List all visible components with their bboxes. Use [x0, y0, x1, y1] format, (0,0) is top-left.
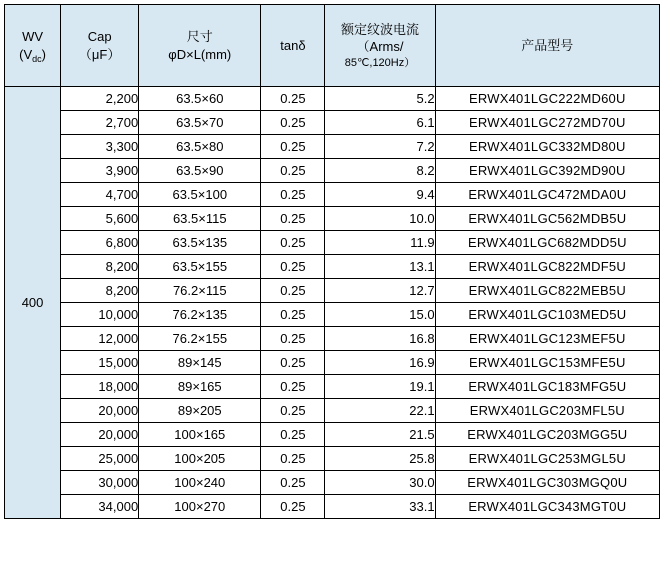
- table-row: [5, 159, 660, 183]
- capacitance-cell: 25,000: [61, 447, 139, 471]
- tan-delta-cell: 0.25: [261, 255, 325, 279]
- size-header-line1: 尺寸: [186, 28, 213, 44]
- ripple-current-cell: 15.0: [325, 303, 435, 327]
- table-row: [5, 279, 660, 303]
- tan-delta-cell: 0.25: [261, 159, 325, 183]
- dimensions-cell: 63.5×100: [139, 183, 261, 207]
- ripple-current-cell: 11.9: [325, 231, 435, 255]
- cap-header-line1: Cap: [87, 28, 112, 44]
- dimensions-cell: 100×165: [139, 423, 261, 447]
- working-voltage-cell: 400: [5, 87, 61, 519]
- capacitance-cell: 8,200: [61, 255, 139, 279]
- ripple-current-cell: 8.2: [325, 159, 435, 183]
- capacitance-cell: 15,000: [61, 351, 139, 375]
- part-number-cell: ERWX401LGC343MGT0U: [435, 495, 659, 519]
- dimensions-cell: 89×205: [139, 399, 261, 423]
- table-row: [5, 183, 660, 207]
- dimensions-cell: 89×145: [139, 351, 261, 375]
- part-number-cell: ERWX401LGC203MFL5U: [435, 399, 659, 423]
- wv-header-line2: $(V_{dc})$: [19, 46, 46, 64]
- dimensions-cell: 76.2×135: [139, 303, 261, 327]
- part-number-cell: ERWX401LGC682MDD5U: [435, 231, 659, 255]
- capacitance-cell: 6,800: [61, 231, 139, 255]
- ripple-current-cell: 5.2: [325, 87, 435, 111]
- table-row: [5, 303, 660, 327]
- capacitance-cell: 20,000: [61, 423, 139, 447]
- part-number-cell: ERWX401LGC123MEF5U: [435, 327, 659, 351]
- part-number-cell: ERWX401LGC103MED5U: [435, 303, 659, 327]
- part-header-line1: 产品型号: [521, 37, 574, 53]
- capacitance-cell: 4,700: [61, 183, 139, 207]
- tan-delta-cell: 0.25: [261, 135, 325, 159]
- table-row: [5, 87, 660, 111]
- dimensions-cell: 63.5×155: [139, 255, 261, 279]
- tan-delta-cell: 0.25: [261, 327, 325, 351]
- table-row: [5, 351, 660, 375]
- tan-delta-cell: 0.25: [261, 111, 325, 135]
- tan-delta-cell: 0.25: [261, 399, 325, 423]
- column-header-rated-ripple-current: [325, 5, 435, 87]
- capacitance-cell: 12,000: [61, 327, 139, 351]
- ripple-current-cell: 19.1: [325, 375, 435, 399]
- tan-delta-cell: 0.25: [261, 471, 325, 495]
- ripple-current-cell: 7.2: [325, 135, 435, 159]
- dimensions-cell: 63.5×80: [139, 135, 261, 159]
- dimensions-cell: 76.2×155: [139, 327, 261, 351]
- tan-delta-cell: 0.25: [261, 447, 325, 471]
- dimensions-cell: 63.5×90: [139, 159, 261, 183]
- dimensions-cell: 89×165: [139, 375, 261, 399]
- capacitance-cell: 8,200: [61, 279, 139, 303]
- ripple-current-cell: 22.1: [325, 399, 435, 423]
- table-row: [5, 255, 660, 279]
- dimensions-cell: 100×240: [139, 471, 261, 495]
- ripple-current-cell: 25.8: [325, 447, 435, 471]
- column-header-tan-delta: [261, 5, 325, 87]
- tan-delta-cell: 0.25: [261, 183, 325, 207]
- ripple-current-cell: 33.1: [325, 495, 435, 519]
- part-number-cell: ERWX401LGC153MFE5U: [435, 351, 659, 375]
- part-number-cell: ERWX401LGC822MEB5U: [435, 279, 659, 303]
- column-header-capacitance: [61, 5, 139, 87]
- part-number-cell: ERWX401LGC183MFG5U: [435, 375, 659, 399]
- dimensions-cell: 63.5×60: [139, 87, 261, 111]
- size-header-line2: φD×L(mm): [168, 46, 232, 62]
- capacitance-cell: 2,200: [61, 87, 139, 111]
- part-number-cell: ERWX401LGC332MD80U: [435, 135, 659, 159]
- table-row: [5, 495, 660, 519]
- ripple-header-line2: （Arms/: [356, 39, 404, 55]
- part-number-cell: ERWX401LGC303MGQ0U: [435, 471, 659, 495]
- capacitance-cell: 5,600: [61, 207, 139, 231]
- table-row: [5, 327, 660, 351]
- ripple-current-cell: 16.8: [325, 327, 435, 351]
- dimensions-cell: 100×205: [139, 447, 261, 471]
- ripple-current-cell: 12.7: [325, 279, 435, 303]
- part-number-cell: ERWX401LGC472MDA0U: [435, 183, 659, 207]
- table-row: [5, 111, 660, 135]
- table-row: [5, 423, 660, 447]
- capacitance-cell: 2,700: [61, 111, 139, 135]
- tan-delta-cell: 0.25: [261, 279, 325, 303]
- table-row: [5, 375, 660, 399]
- dimensions-cell: 100×270: [139, 495, 261, 519]
- tan-delta-cell: 0.25: [261, 87, 325, 111]
- table-body: [5, 87, 660, 519]
- tan-delta-cell: 0.25: [261, 351, 325, 375]
- dimensions-cell: 63.5×135: [139, 231, 261, 255]
- capacitance-cell: 30,000: [61, 471, 139, 495]
- column-header-working-voltage: [5, 5, 61, 87]
- capacitance-cell: 3,300: [61, 135, 139, 159]
- tan-delta-cell: 0.25: [261, 303, 325, 327]
- part-number-cell: ERWX401LGC253MGL5U: [435, 447, 659, 471]
- ripple-current-cell: 6.1: [325, 111, 435, 135]
- capacitance-cell: 20,000: [61, 399, 139, 423]
- part-number-cell: ERWX401LGC272MD70U: [435, 111, 659, 135]
- cap-header-line2: （μF）: [78, 46, 121, 62]
- table-header: [5, 5, 660, 87]
- dimensions-cell: 63.5×70: [139, 111, 261, 135]
- capacitance-cell: 10,000: [61, 303, 139, 327]
- table-row: [5, 399, 660, 423]
- part-number-cell: ERWX401LGC822MDF5U: [435, 255, 659, 279]
- capacitor-spec-table: [4, 4, 660, 519]
- capacitance-cell: 18,000: [61, 375, 139, 399]
- table-row: [5, 135, 660, 159]
- table-row: [5, 231, 660, 255]
- tan-delta-cell: 0.25: [261, 423, 325, 447]
- ripple-current-cell: 16.9: [325, 351, 435, 375]
- table-row: [5, 447, 660, 471]
- column-header-dimensions: [139, 5, 261, 87]
- dimensions-cell: 63.5×115: [139, 207, 261, 231]
- wv-header-line1: WV: [22, 28, 44, 44]
- ripple-current-cell: 10.0: [325, 207, 435, 231]
- part-number-cell: ERWX401LGC203MGG5U: [435, 423, 659, 447]
- tan-header-line1: tanδ: [280, 37, 306, 53]
- capacitance-cell: 34,000: [61, 495, 139, 519]
- table-row: [5, 471, 660, 495]
- capacitance-cell: 3,900: [61, 159, 139, 183]
- ripple-header-line1: 额定纹波电流: [341, 21, 420, 37]
- header-row: [5, 5, 660, 87]
- ripple-current-cell: 21.5: [325, 423, 435, 447]
- column-header-part-number: [435, 5, 659, 87]
- part-number-cell: ERWX401LGC222MD60U: [435, 87, 659, 111]
- tan-delta-cell: 0.25: [261, 207, 325, 231]
- dimensions-cell: 76.2×115: [139, 279, 261, 303]
- ripple-current-cell: 9.4: [325, 183, 435, 207]
- part-number-cell: ERWX401LGC562MDB5U: [435, 207, 659, 231]
- tan-delta-cell: 0.25: [261, 495, 325, 519]
- ripple-current-cell: 30.0: [325, 471, 435, 495]
- spec-sheet: [0, 4, 664, 575]
- tan-delta-cell: 0.25: [261, 375, 325, 399]
- part-number-cell: ERWX401LGC392MD90U: [435, 159, 659, 183]
- tan-delta-cell: 0.25: [261, 231, 325, 255]
- table-row: [5, 207, 660, 231]
- ripple-header-line3: 85℃,120Hz）: [344, 56, 416, 69]
- ripple-current-cell: 13.1: [325, 255, 435, 279]
